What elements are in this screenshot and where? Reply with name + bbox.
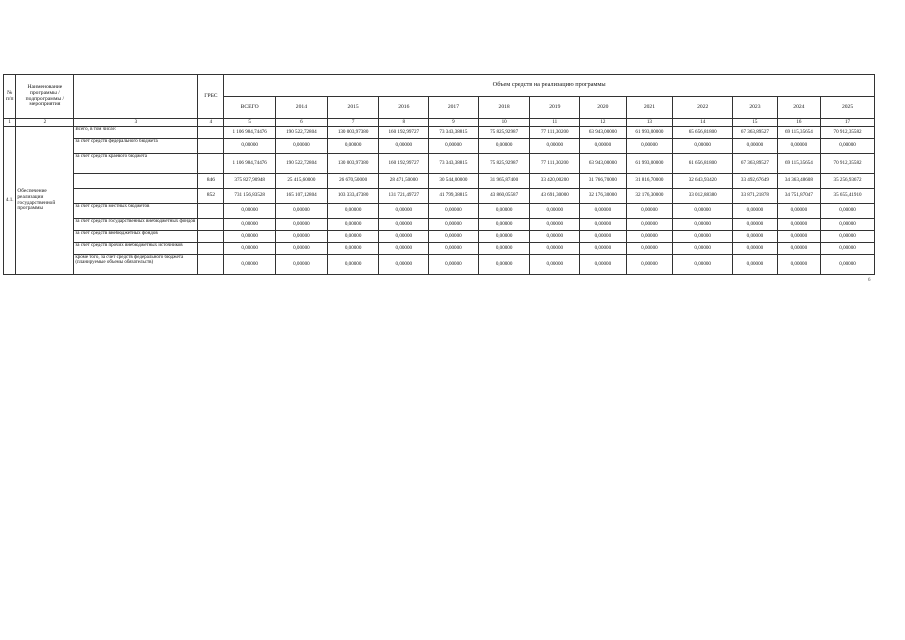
header-year: 2020 bbox=[580, 97, 627, 119]
header-year: 2019 bbox=[530, 97, 580, 119]
year-value: 31 766,70000 bbox=[580, 174, 627, 189]
year-value: 67 363,89527 bbox=[733, 127, 777, 139]
year-value: 73 343,38815 bbox=[429, 154, 479, 174]
year-value: 0,00000 bbox=[673, 219, 733, 231]
year-value: 0,00000 bbox=[733, 204, 777, 219]
year-value: 0,00000 bbox=[478, 139, 530, 154]
column-index: 15 bbox=[733, 119, 777, 127]
year-value: 0,00000 bbox=[478, 231, 530, 243]
year-value: 0,00000 bbox=[327, 255, 379, 275]
table-row bbox=[4, 189, 875, 204]
grbs-code bbox=[198, 219, 224, 231]
year-value: 32 176,30000 bbox=[580, 189, 627, 204]
total-value: 0,00000 bbox=[224, 231, 276, 243]
grbs-code bbox=[198, 139, 224, 154]
year-value: 0,00000 bbox=[429, 219, 479, 231]
year-value: 0,00000 bbox=[580, 231, 627, 243]
header-blank bbox=[74, 75, 198, 119]
year-value: 0,00000 bbox=[821, 204, 875, 219]
year-value: 0,00000 bbox=[276, 231, 328, 243]
year-value: 0,00000 bbox=[733, 139, 777, 154]
year-value: 0,00000 bbox=[626, 231, 673, 243]
year-value: 0,00000 bbox=[379, 255, 429, 275]
year-value: 130 003,97380 bbox=[327, 154, 379, 174]
funding-source-label: Всего, в том числе: bbox=[74, 127, 198, 139]
year-value: 26 670,50000 bbox=[327, 174, 379, 189]
column-index: 9 bbox=[429, 119, 479, 127]
funding-source-label: за счет средств краевого бюджета bbox=[74, 154, 198, 174]
total-value: 731 156,83528 bbox=[224, 189, 276, 204]
table-row bbox=[4, 255, 875, 275]
year-value: 0,00000 bbox=[626, 204, 673, 219]
year-value: 33 420,00200 bbox=[530, 174, 580, 189]
grbs-code bbox=[198, 127, 224, 139]
column-index: 17 bbox=[821, 119, 875, 127]
year-value: 61 993,00000 bbox=[626, 127, 673, 139]
year-value: 0,00000 bbox=[580, 219, 627, 231]
year-value: 0,00000 bbox=[777, 219, 820, 231]
year-value: 75 825,92987 bbox=[478, 154, 530, 174]
header-grbs: ГРБС bbox=[198, 75, 224, 119]
year-value: 0,00000 bbox=[777, 204, 820, 219]
header-name: Наименование программы / подпрограммы / мероприятия bbox=[16, 75, 74, 119]
year-value: 61 993,00000 bbox=[626, 154, 673, 174]
year-value: 0,00000 bbox=[777, 243, 820, 255]
funding-source-label: за счет средств прочих внебюджетных источников bbox=[74, 243, 198, 255]
year-value: 65 656,81800 bbox=[673, 127, 733, 139]
year-value: 0,00000 bbox=[626, 243, 673, 255]
year-value: 75 825,92987 bbox=[478, 127, 530, 139]
year-value: 0,00000 bbox=[821, 219, 875, 231]
year-value: 0,00000 bbox=[733, 219, 777, 231]
year-value: 0,00000 bbox=[379, 219, 429, 231]
grbs-code bbox=[198, 204, 224, 219]
year-value: 0,00000 bbox=[626, 139, 673, 154]
year-value: 33 871,21878 bbox=[733, 189, 777, 204]
year-value: 31 816,70000 bbox=[626, 174, 673, 189]
year-value: 131 721,49727 bbox=[379, 189, 429, 204]
table-row bbox=[4, 231, 875, 243]
header-year: 2014 bbox=[276, 97, 328, 119]
total-value: 375 827,90948 bbox=[224, 174, 276, 189]
total-value: 1 106 984,74476 bbox=[224, 154, 276, 174]
column-index: 11 bbox=[530, 119, 580, 127]
year-value: 0,00000 bbox=[673, 231, 733, 243]
funding-source-label: за счет средств внебюджетных фондов bbox=[74, 231, 198, 243]
year-value: 0,00000 bbox=[327, 231, 379, 243]
header-year: 2018 bbox=[478, 97, 530, 119]
funding-source-label: за счет средств государственных внебюджетных фондов bbox=[74, 219, 198, 231]
year-value: 0,00000 bbox=[429, 243, 479, 255]
year-value: 0,00000 bbox=[429, 139, 479, 154]
item-name: Обеспечение реализации государственной программы bbox=[16, 127, 74, 275]
column-index: 4 bbox=[198, 119, 224, 127]
header-year: 2023 bbox=[733, 97, 777, 119]
header-year: 2025 bbox=[821, 97, 875, 119]
year-value: 0,00000 bbox=[777, 139, 820, 154]
total-value: 0,00000 bbox=[224, 255, 276, 275]
table-row bbox=[4, 243, 875, 255]
year-value: 0,00000 bbox=[429, 204, 479, 219]
column-index: 8 bbox=[379, 119, 429, 127]
year-value: 70 912,35582 bbox=[821, 154, 875, 174]
year-value: 0,00000 bbox=[276, 243, 328, 255]
header-year: 2021 bbox=[626, 97, 673, 119]
year-value: 0,00000 bbox=[580, 204, 627, 219]
year-value: 35 256,93672 bbox=[821, 174, 875, 189]
year-value: 61 656,81800 bbox=[673, 154, 733, 174]
header-year: 2015 bbox=[327, 97, 379, 119]
year-value: 0,00000 bbox=[379, 204, 429, 219]
year-value: 0,00000 bbox=[276, 255, 328, 275]
year-value: 0,00000 bbox=[276, 204, 328, 219]
funding-source-label: за счет средств местных бюджетов bbox=[74, 204, 198, 219]
column-index: 6 bbox=[276, 119, 328, 127]
year-value: 190 522,72804 bbox=[276, 127, 328, 139]
year-value: 190 522,72804 bbox=[276, 154, 328, 174]
year-value: 33 492,67649 bbox=[733, 174, 777, 189]
year-value: 0,00000 bbox=[777, 255, 820, 275]
year-value: 0,00000 bbox=[673, 255, 733, 275]
year-value: 0,00000 bbox=[478, 219, 530, 231]
total-value: 0,00000 bbox=[224, 219, 276, 231]
year-value: 0,00000 bbox=[733, 231, 777, 243]
header-num: № п/п bbox=[4, 75, 16, 119]
year-value: 0,00000 bbox=[327, 243, 379, 255]
total-value: 1 106 984,74476 bbox=[224, 127, 276, 139]
table-row bbox=[4, 174, 875, 189]
budget-table bbox=[3, 74, 875, 275]
table-body bbox=[4, 127, 875, 275]
year-value: 28 471,50000 bbox=[379, 174, 429, 189]
header-volume: Объем средств на реализацию программы bbox=[224, 75, 875, 97]
year-value: 103 333,47380 bbox=[327, 189, 379, 204]
year-value: 0,00000 bbox=[276, 139, 328, 154]
year-value: 34 751,87047 bbox=[777, 189, 820, 204]
year-value: 69 115,35654 bbox=[777, 154, 820, 174]
year-value: 0,00000 bbox=[327, 139, 379, 154]
header-year: 2024 bbox=[777, 97, 820, 119]
year-value: 0,00000 bbox=[327, 204, 379, 219]
year-value: 0,00000 bbox=[777, 231, 820, 243]
year-value: 0,00000 bbox=[733, 243, 777, 255]
column-index: 5 bbox=[224, 119, 276, 127]
year-value: 0,00000 bbox=[530, 219, 580, 231]
funding-source-label bbox=[74, 174, 198, 189]
column-index: 3 bbox=[74, 119, 198, 127]
year-value: 130 003,97380 bbox=[327, 127, 379, 139]
total-value: 0,00000 bbox=[224, 204, 276, 219]
year-value: 0,00000 bbox=[580, 139, 627, 154]
grbs-code bbox=[198, 154, 224, 174]
year-value: 25 415,60000 bbox=[276, 174, 328, 189]
year-value: 63 943,00000 bbox=[580, 127, 627, 139]
year-value: 0,00000 bbox=[276, 219, 328, 231]
year-value: 0,00000 bbox=[673, 243, 733, 255]
header-year: 2022 bbox=[673, 97, 733, 119]
year-value: 32 176,30000 bbox=[626, 189, 673, 204]
year-value: 77 111,30200 bbox=[530, 154, 580, 174]
year-value: 0,00000 bbox=[379, 139, 429, 154]
funding-source-label: кроме того, за счет средств федерального бюджета (планируемые объемы обязательств) bbox=[74, 255, 198, 275]
header-year: 2016 bbox=[379, 97, 429, 119]
year-value: 0,00000 bbox=[626, 255, 673, 275]
funding-source-label: за счет средств федерального бюджета bbox=[74, 139, 198, 154]
year-value: 0,00000 bbox=[530, 255, 580, 275]
total-value: 0,00000 bbox=[224, 139, 276, 154]
column-index: 10 bbox=[478, 119, 530, 127]
grbs-code bbox=[198, 231, 224, 243]
year-value: 67 363,89527 bbox=[733, 154, 777, 174]
grbs-code: 852 bbox=[198, 189, 224, 204]
table-row bbox=[4, 154, 875, 174]
year-value: 160 192,99727 bbox=[379, 127, 429, 139]
year-value: 43 691,30000 bbox=[530, 189, 580, 204]
column-index: 14 bbox=[673, 119, 733, 127]
year-value: 70 912,35582 bbox=[821, 127, 875, 139]
year-value: 0,00000 bbox=[327, 219, 379, 231]
header-year: 2017 bbox=[429, 97, 479, 119]
table-row bbox=[4, 219, 875, 231]
year-value: 32 643,93420 bbox=[673, 174, 733, 189]
item-number: 4.1. bbox=[4, 127, 16, 275]
column-index: 7 bbox=[327, 119, 379, 127]
year-value: 160 192,99727 bbox=[379, 154, 429, 174]
year-value: 35 655,41910 bbox=[821, 189, 875, 204]
grbs-code bbox=[198, 255, 224, 275]
year-value: 31 965,87400 bbox=[478, 174, 530, 189]
year-value: 43 860,05587 bbox=[478, 189, 530, 204]
year-value: 0,00000 bbox=[429, 231, 479, 243]
year-value: 34 363,48608 bbox=[777, 174, 820, 189]
year-value: 33 012,88380 bbox=[673, 189, 733, 204]
year-value: 73 343,38815 bbox=[429, 127, 479, 139]
year-value: 0,00000 bbox=[821, 255, 875, 275]
year-value: 0,00000 bbox=[530, 204, 580, 219]
year-value: 0,00000 bbox=[821, 139, 875, 154]
year-value: 0,00000 bbox=[821, 243, 875, 255]
year-value: 0,00000 bbox=[821, 231, 875, 243]
year-value: 0,00000 bbox=[478, 243, 530, 255]
year-value: 30 544,00000 bbox=[429, 174, 479, 189]
year-value: 0,00000 bbox=[580, 255, 627, 275]
year-value: 0,00000 bbox=[429, 255, 479, 275]
year-value: 0,00000 bbox=[379, 243, 429, 255]
year-value: 41 799,38815 bbox=[429, 189, 479, 204]
year-value: 0,00000 bbox=[673, 204, 733, 219]
table-row bbox=[4, 204, 875, 219]
header-index-row bbox=[4, 119, 875, 127]
table-row bbox=[4, 127, 875, 139]
year-value: 0,00000 bbox=[580, 243, 627, 255]
column-index: 1 bbox=[4, 119, 16, 127]
year-value: 0,00000 bbox=[530, 243, 580, 255]
year-value: 0,00000 bbox=[626, 219, 673, 231]
grbs-code: 846 bbox=[198, 174, 224, 189]
total-value: 0,00000 bbox=[224, 243, 276, 255]
year-value: 0,00000 bbox=[379, 231, 429, 243]
year-value: 77 111,30200 bbox=[530, 127, 580, 139]
year-value: 165 107,12804 bbox=[276, 189, 328, 204]
year-value: 0,00000 bbox=[530, 139, 580, 154]
column-index: 16 bbox=[777, 119, 820, 127]
year-value: 0,00000 bbox=[530, 231, 580, 243]
year-value: 69 115,35654 bbox=[777, 127, 820, 139]
column-index: 13 bbox=[626, 119, 673, 127]
table-row bbox=[4, 139, 875, 154]
year-value: 63 943,00000 bbox=[580, 154, 627, 174]
page-mark: 6 bbox=[868, 278, 871, 283]
year-value: 0,00000 bbox=[733, 255, 777, 275]
column-index: 2 bbox=[16, 119, 74, 127]
grbs-code bbox=[198, 243, 224, 255]
column-index: 12 bbox=[580, 119, 627, 127]
funding-source-label bbox=[74, 189, 198, 204]
year-value: 0,00000 bbox=[478, 204, 530, 219]
year-value: 0,00000 bbox=[673, 139, 733, 154]
header-total: ВСЕГО bbox=[224, 97, 276, 119]
year-value: 0,00000 bbox=[478, 255, 530, 275]
